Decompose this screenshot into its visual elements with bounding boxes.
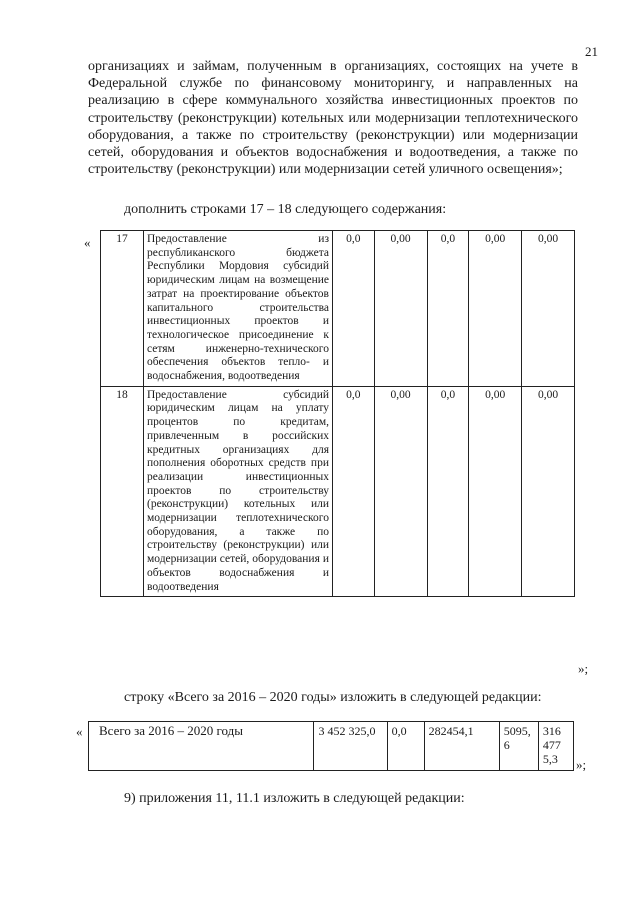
table-row (101, 231, 575, 387)
table-total (88, 721, 574, 771)
row-description: Предоставление из республиканского бюджета Республики Мордовия субсидий юридическим лицам на возмещение затрат на проектирование объектов капитального строительства инвестиционных проектов и технологическое присоединение к сетям инженерно-технического обеспечения объектов тепло- и водоснабжения, водоотведения (144, 231, 333, 387)
total-line: строку «Всего за 2016 – 2020 годы» изложить в следующей редакции: (124, 690, 542, 705)
add-rows-line: дополнить строками 17 – 18 следующего содержания: (124, 202, 447, 217)
row-value: 0,00 (522, 231, 575, 387)
row-value: 0,0 (427, 386, 469, 597)
row-value: 0,0 (333, 386, 375, 597)
table1-open-quote: « (84, 235, 91, 250)
row-number: 18 (101, 386, 144, 597)
table-row (89, 722, 574, 771)
total-value: 316 477 5,3 (538, 722, 573, 771)
table-rows-17-18 (100, 230, 575, 597)
row-value: 0,0 (427, 231, 469, 387)
table-row (101, 386, 575, 597)
total-value: 3 452 325,0 (314, 722, 387, 771)
row-number: 17 (101, 231, 144, 387)
table2-open-quote: « (76, 724, 83, 739)
row-value: 0,00 (374, 231, 427, 387)
row-value: 0,00 (522, 386, 575, 597)
row-description: Предоставление субсидий юридическим лицам на уплату процентов по кредитам, привлеченным в российских кредитных организациях для пополнения оборотных средств при реализации инвестиционных проектов по строительству (реконструкции) котельных или модернизации теплотехнического оборудования, а также по строительству (реконструкции) или модернизации сетей, оборудования и объектов водоснабжения и водоотведения (144, 386, 333, 597)
table2-close-quote: »; (576, 757, 587, 772)
total-value: 5095, 6 (499, 722, 538, 771)
row-value: 0,00 (469, 386, 522, 597)
table1-close-quote: »; (578, 661, 589, 676)
total-label: Всего за 2016 – 2020 годы (89, 722, 314, 771)
annex-line: 9) приложения 11, 11.1 изложить в следующей редакции: (124, 791, 465, 806)
page-number: 21 (585, 44, 598, 59)
total-value: 0,0 (387, 722, 424, 771)
row-value: 0,0 (333, 231, 375, 387)
intro-paragraph: организациях и займам, полученным в организациях, состоящих на учете в Федеральной службе по финансовому мониторингу, и направленных на реализацию в сфере коммунального хозяйства инвестиционных проектов по строительству (реконструкции) котельных или модернизации теплотехнического оборудования, а также по строительству (реконструкции) или модернизации сетей, оборудования и объектов водоснабжения и водоотведения, а также по строительству (реконструкции) или модернизации сетей уличного освещения»; (88, 59, 578, 178)
row-value: 0,00 (374, 386, 427, 597)
row-value: 0,00 (469, 231, 522, 387)
total-value: 282454,1 (424, 722, 499, 771)
